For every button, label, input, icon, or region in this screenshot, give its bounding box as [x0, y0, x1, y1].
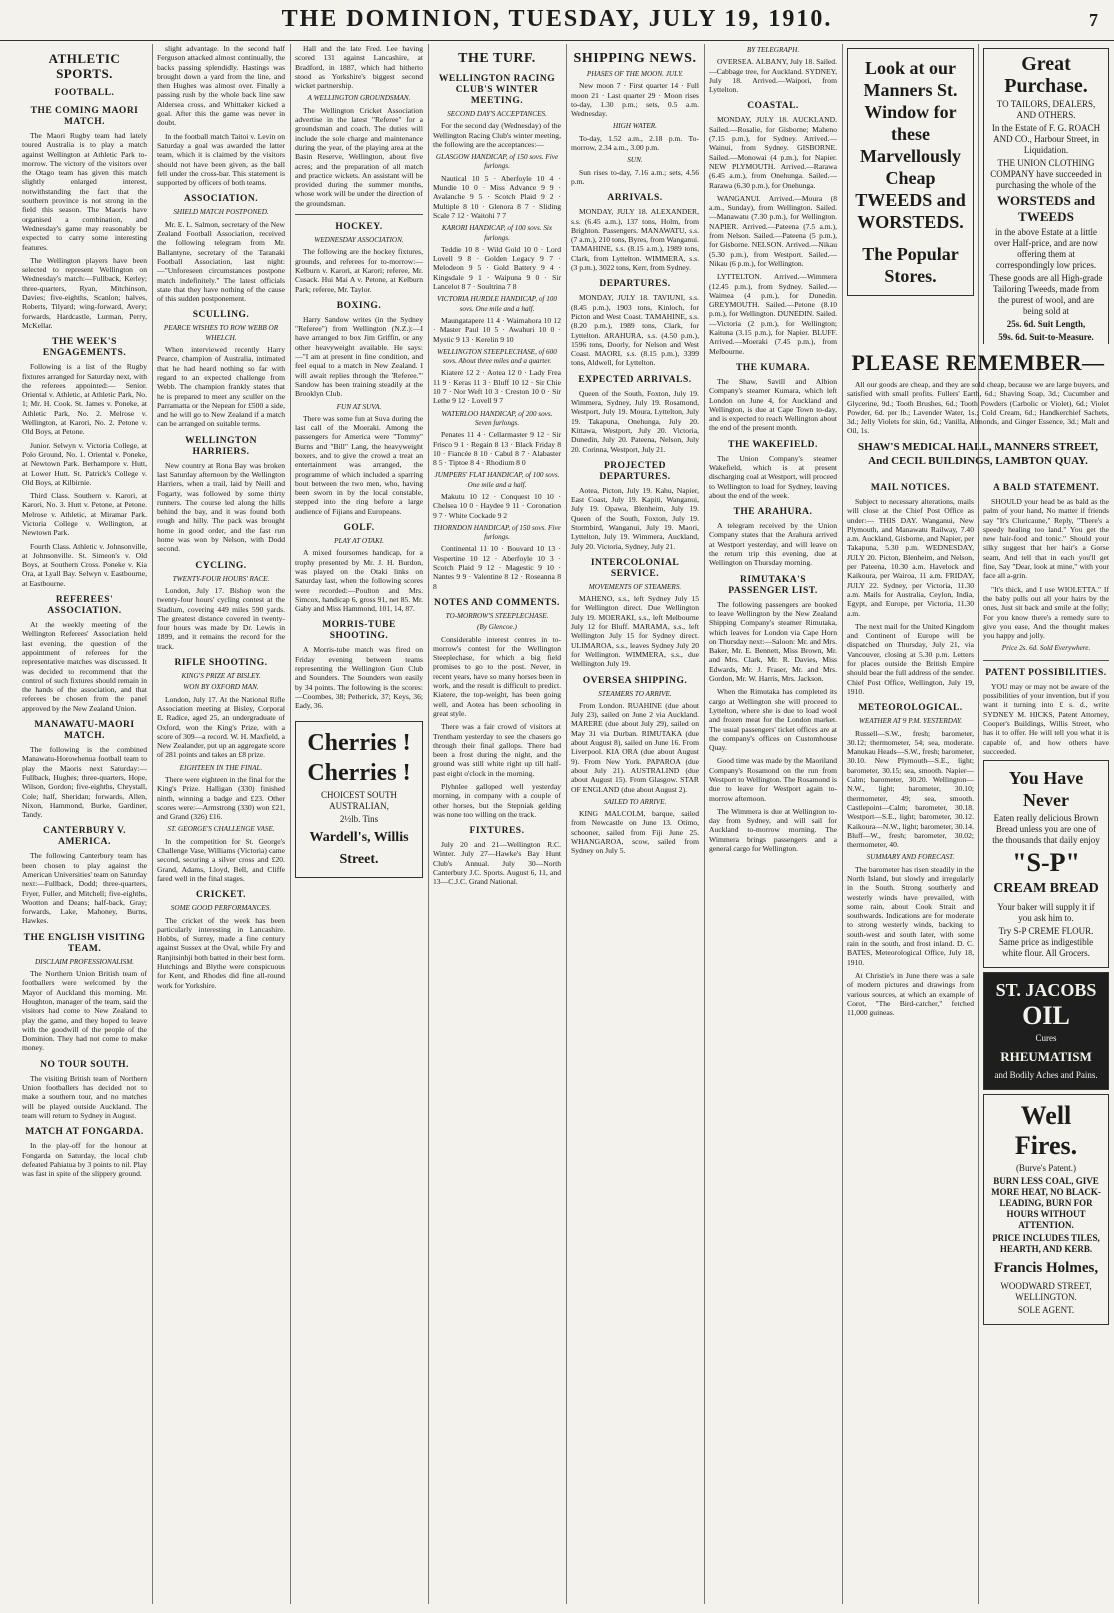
divider: [983, 660, 1109, 661]
article-text: slight advantage. In the second half Ferguson attacked almost continually, the backs passing splendidly. Hastings was brought down a yard from the line, and then Hughes was almost over. Finally a passing rush by the whole back line saw Aldersea cross, and Whittaker kicked a goal. After this the game was never in doubt.: [157, 44, 285, 128]
ad-company: SHAW'S MEDICAL HALL, MANNERS STREET,: [857, 440, 1098, 453]
subheading: PROJECTED DEPARTURES.: [599, 460, 671, 482]
article-text: MAHENO, s.s., left Sydney July 15 for Wellington direct. Due Wellington July 19. MOERAKI, s.s., left Melbourne July 12 for Bluff. MARAMA, s.s., left Wellington July 15 for Sydney direct. ULIMAROA, s.s., leaves Sydney July 20 for Wellington. WIMMERA, s.s., due Wellington July 19.: [571, 594, 699, 669]
article-text: Good time was made by the Maoriland Company's Rosamond on the run from Westport to Wellington. The Rosamond is due to leave for Westport again to-morrow afternoon.: [709, 756, 837, 803]
article-text: Plyhnlee galloped well yesterday morning, in company with a couple of other horses, but the Stepniak gelding was none too willing on the track.: [433, 782, 561, 819]
race-table: Penates 11 4 · Cellarmaster 9 12 · Sir Frisco 9 1 · Regain 8 13 · Black Friday 8 10 · Fiancée 8 10 · Cabul 8 7 · Alabaster 8 5 · Tiptoe 8 4 · Rhodium 8 0: [433, 430, 561, 468]
article-text: The Shaw, Savill and Albion Company's steamer Kumara, which left London on June 4, for Auckland and Wellington, is due at Cape Town to-day, and is expected to reach Wellington about the end of the present month.: [709, 376, 837, 433]
article-text: Sun rises to-day, 7.16 a.m.; sets, 4.56 p.m.: [571, 167, 699, 186]
subheading: GOLF.: [343, 523, 375, 534]
article-text: The Wellington players have been selected to represent Wellington on Wednesday's match:—Fullback, Kerley; three-quarters, Ryan, Mitchinson, Davies; five-eighths, Scanlon; halves, Roberts, Tilyard; wing-forward, Avery; forwards, Hardcastle, Lurman, Perry, McKellar.: [22, 255, 147, 330]
article-text: A Morris-tube match was fired on Friday evening between teams representing the Wellington Gun Club and Sounders. The Sounders won easily by 34 points. The following is the scores:—Coombes, 38; Petherick, 37; Keys, 36; Eady, 36.: [295, 645, 423, 711]
article-text: Russell—S.W., fresh; barometer, 30.12; thermometer, 54; sea, moderate. Manukau Heads—S.W., fresh; barometer, 30.10. New Plymouth—S.E., light; barometer, 30.15; sea, smooth. Napier—Calm; barometer, 30.20. Wellington—N.W., light; barometer, 30.10; thermometer, 49; sea, smooth. Castlepoint—Calm; barometer, 30.18. Westport—S.E., light; barometer, 30.12. Kaikoura—N.W., light; barometer, 30.14. Bluff—W., fresh; barometer, 30.02; thermometer, 40.: [847, 728, 974, 850]
race-heading: JUMPERS' FLAT HANDICAP, of 100 sovs. One mile and a half.: [434, 471, 560, 489]
ad-company: And CECIL BUILDINGS, LAMBTON QUAY.: [868, 454, 1088, 467]
subheading: THE WEEK'S ENGAGEMENTS.: [42, 337, 127, 359]
race-table: Maungatapere 11 4 · Waimahora 10 12 · Master Paul 10 5 · Awahuri 10 0 · Mystic 9 13 · Kerelin 9 10: [433, 315, 561, 344]
article-text: The following passengers are booked to leave Wellington by the New Zealand Shipping Company's steamer Rimutaka, which leaves for London via Cape Horn on Thursday next:—Saloon: Mr. and Mrs. Baker, Mr. E. Bennett, Miss Brown, Mr. and Mrs. Clark, Mr. R. Davies, Miss Edwards, Mr. J. Fraser, Mr. and Mrs. Gordon, Mr. W. Harris, Mrs. Jackson.: [709, 599, 837, 684]
article-text: There was some fun at Suva during the last call of the Moeraki. Among the passengers for America were "Tommy" Burns and "Bill" Lang, the heavyweight boxers, and to give the crowd a treat an entertainment was arranged, the programme of which included a sparring bout between the two men, who, having been sworn in by the local constable, stepped into the ring before a large audience of Fijians and Europeans.: [295, 413, 423, 516]
article-text: Junior. Selwyn v. Victoria College, at Polo Ground, No. 1. Oriental v. Poneke, at Newtown Park. Berhampore v. Hutt, at Lower Hutt. St. Patrick's College v. Old Boys, at Kilbirnie.: [22, 440, 147, 487]
ad-text: Try S-P CREME FLOUR. Same price as indigestible white flour. All Grocers.: [998, 926, 1094, 959]
subheading: REFEREES' ASSOCIATION.: [47, 595, 122, 617]
ad-price: 2½lb. Tins: [339, 813, 379, 824]
article-text: When the Rimutaka has completed its cargo at Wellington she will proceed to Lyttelton, where she is due to load wool and frozen meat for the London market. The usual passengers' ticket offices are at the company's offices on Customhouse Quay.: [709, 687, 837, 753]
article-text: Third Class. Southern v. Karori, at Karori, No. 3. Hutt v. Petone, at Petone. Melrose v. Athletic, at Miramar Park. Victoria College v. Wellington, at Newtown Park.: [22, 491, 147, 538]
subheading-minor: WEDNESDAY ASSOCIATION.: [314, 236, 404, 245]
article-text: In the competition for St. George's Challenge Vase, Williams (Victoria) came second, securing a silver cross and £20. Grand, Adams, Lloyd, Bell, and Cliffe fared well in the final stages.: [157, 836, 285, 883]
subheading: THE ENGLISH VISITING TEAM.: [23, 932, 146, 954]
article-text: Subject to necessary alterations, mails will close at the Chief Post Office as under:— THIS DAY. Wanganui, New Plymouth, and Manawatu Railway, 7.40 a.m. Auckland, Gisborne, and Napier, per Takapuna, 5.30 p.m. WEDNESDAY, JULY 20. Picton, Blenheim, and Nelson, per Pateena, 10.30 a.m. Havelock and Kaikoura, per Wairoa, 11 a.m. FRIDAY, JULY 22. Sydney, per Victoria, 11.30 a.m. Mails for Australia, Ceylon, India, Egypt, and Europe, per Victoria, 11.30 a.m.: [847, 497, 974, 618]
race-table: Teddie 10 8 · Wild Gold 10 0 · Lord Lovell 9 8 · Golden Legacy 9 7 · Melodeon 9 5 · Gold Battery 9 4 · Kingsdale 9 1 · Waipuna 9 0 · Sir Lancelot 8 7 · Soultrina 7 8: [433, 244, 561, 292]
ad-headline: PLEASE REMEMBER—: [851, 350, 1105, 375]
article-text: The barometer has risen steadily in the North Island, but slowly and irregularly in the South. Strong southerly and westerly winds have prevailed, with some rain, about Cook Strait and southwards. Indications are for moderate to strong westerly winds, backing to south-west and south later, with some rain in the south, and frost inland. D. C. BATES, Meteorological Office, July 18, 1910.: [847, 864, 974, 967]
subheading-minor: SUMMARY AND FORECAST.: [866, 853, 955, 862]
column-rule: [152, 44, 153, 1604]
ad-price: Price 2s. 6d. Sold Everywhere.: [1001, 644, 1091, 653]
article-text: MONDAY, JULY 18. AUCKLAND. Sailed.—Rosalie, for Gisborne; Maheno (7.15 p.m.), for Sydney. Arrived.—Wainui, from Sydney. GISBORNE. Sailed.—Monowai (4 p.m.), for Napier. NEW PLYMOUTH. Arrived.—Rarawa (6.45 a.m.), from Onehunga. Sailed.—Rarawa (6.30 p.m.), for Onehunga.: [709, 115, 837, 190]
subheading: METEOROLOGICAL.: [858, 703, 963, 714]
article-text: In the football match Taitoi v. Levin on Saturday a goal was awarded the latter team, which it is claimed by the visitors should not have been given, as the ball fell under the cross-bar. This statement is supported by officers of both teams.: [157, 131, 285, 188]
subheading-minor: SOME GOOD PERFORMANCES.: [170, 904, 272, 913]
ad-line: The Popular: [862, 244, 959, 264]
column-sports-2: [157, 44, 285, 1606]
page-number: 7: [1089, 10, 1098, 30]
ad-text: WOODWARD STREET, WELLINGTON.: [1000, 1281, 1092, 1303]
subheading-minor: WEATHER AT 9 P.M. YESTERDAY.: [858, 717, 963, 726]
article-text: The following are the hockey fixtures, grounds, and referees for to-morrow:—Kelburn v. Karori, at Karori; referee, Mr. Cusack. Hui Mai A v. Petone, at Kelburn Park; referee, Mr. Taylor.: [295, 247, 423, 294]
subheading: COASTAL.: [747, 101, 799, 112]
article-text: The Wimmera is due at Wellington to-day from Sydney, and will sail for Auckland to-morrow morning. The Wimmera brings passengers and a general cargo for Wellington.: [709, 806, 837, 854]
subheading-minor: DISCLAIM PROFESSIONALISM.: [34, 957, 134, 966]
subheading: ASSOCIATION.: [183, 194, 259, 205]
article-text: From London. RUAHINE (due about July 23), sailed on June 2 via Auckland. MARERE (due about July 29), sailed on May 31 via Durban. RIMUTAKA (due about August 8), sailed on June 16. From Liverpool. KIA ORA (due about August 9). From New York. PAPAROA (due about July 21). AUSTRALIND (due about August 15). From Glasgow. STAR OF ENGLAND (due about August 2).: [571, 700, 699, 794]
subheading: OVERSEA SHIPPING.: [582, 675, 688, 686]
article-text: London, July 17. Bishop won the twenty-four hours' cycling contest at the Stadium, covering 449 miles 590 yards. The greatest distance covered in twenty-four hours was made by Dr. Lewis in 1899, and it remains the record for the track.: [157, 585, 285, 651]
subheading-minor: STEAMERS TO ARRIVE.: [598, 689, 672, 698]
subheading: FOOTBALL.: [54, 88, 115, 98]
article-text: "It's thick, and I use WIOLETTA." If the baby pulls out all your hairs by the ones, Just sit back and smile at the folly; For you know there's a remedy sure to give you ease, And the thought makes you happy and jolly.: [983, 584, 1109, 641]
column-rule: [428, 44, 429, 1604]
article-text: The Wellington Cricket Association advertise in the latest "Referee" for a groundsman and coach. The duties will include the sole charge and maintenance during the year, of the playing area at the Basin Reserve, Wellington, about five acres; and the preparation of all match and practice wickets. An assistant will be provided during the summer months, whose work will be under the direction of the groundsman.: [295, 105, 423, 208]
column-mail-weather: [847, 476, 974, 1606]
newspaper-title: THE DOMINION, TUESDAY, JULY 19, 1910.: [281, 6, 833, 32]
article-text: There was a fair crowd of visitors at Trentham yesterday to see the chasers go through their final gallops. There had been a frost during the night, and the ground was still white right up till half-past eight o'clock in the morning.: [433, 722, 561, 778]
subheading: THE KUMARA.: [735, 362, 811, 373]
popular-stores-advert: [847, 48, 974, 296]
race-table: Nautical 10 5 · Aberfoyle 10 4 · Mundie 10 0 · Miss Advance 9 9 · Avalanche 9 5 · Scotch Plaid 9 2 · Multiple 8 10 · Glenora 8 7 · Sliding Scale 7 12 · Waitohi 7 7: [433, 173, 561, 220]
race-heading: KARORI HANDICAP, of 100 sovs. Six furlongs.: [441, 224, 553, 242]
article-text: MONDAY, JULY 18. ALEXANDER, s.s. (6.45 a.m.), 137 tons, Holm, from Brighton. Passengers. MANAWATU, s.s. (7 a.m.), 210 tons, Byres, from Wanganui. TAMAHINE, s.s. (8.15 a.m.), 1989 tons, Clark, from Lyttelton. WIMMERA, s.s. (3 p.m.), 3022 tons, Kerr, from Sydney.: [571, 207, 699, 273]
ad-text: TO TAILORS, DEALERS, AND OTHERS.: [996, 99, 1096, 120]
article-text: The following Canterbury team has been chosen to play against the American Universities' team on Saturday next:—Fullback, Dodd; three-quarters, Fryer, Fuller, and Mitchell; five-eighths, Wootton and Deans; half-back, Gray; forwards, Lake, Mahoney, Burns, Hawkes.: [22, 851, 147, 926]
subheading: MATCH AT FONGARDA.: [25, 1127, 144, 1138]
ad-line: Manners St.: [863, 80, 958, 100]
column-shipping: [571, 44, 699, 1606]
ad-line: Stores.: [884, 266, 937, 286]
subheading: THE COMING MAORI MATCH.: [30, 106, 139, 127]
subheading: MORRIS-TUBE SHOOTING.: [322, 620, 396, 642]
masthead: [0, 0, 1114, 41]
article-text: Following is a list of the Rugby fixtures arranged for Saturday next, with the referees appointed:— Senior. Oriental v. Athletic, at Athletic Park, No. 1; Mr. H. Cook. St. James v. Poneke, at Athletic Park, No. 2. Melrose v. Wellington, at Karori, No. 2. Petone v. Old Boys, at Petone.: [22, 362, 147, 437]
ad-text: SOLE AGENT.: [1017, 1305, 1075, 1316]
subheading-minor: BY TELEGRAPH.: [746, 46, 800, 54]
subheading-minor: SHIELD MATCH POSTPONED.: [173, 208, 269, 217]
article-text: The Northern Union British team of footballers were welcomed by the Mayor of Auckland this morning. Mr. Houghton, manager of the team, said the visitors had come to New Zealand to play the game, and they hoped to leave with the goodwill of the people of the Dominion. They had not come to make money.: [22, 969, 147, 1053]
subheading: ARRIVALS.: [607, 193, 663, 204]
article-text: WANGANUI. Arrived.—Moura (8 a.m., Sunday), from Wellington. Sailed.—Manawatu (7.30 p.m.), for Wellington. NAPIER. Arrived.—Pateena (7.5 a.m.), from Nelson. Sailed.—Pateena (5 p.m.), for Gisborne. NELSON. Arrived.—Nikau (5.30 p.m.), from Westport. Sailed.—Nikau (6 p.m.), for Wellington.: [709, 193, 837, 268]
section-heading: ATHLETIC SPORTS.: [48, 51, 121, 81]
article-text: There were eighteen in the final for the King's Prize. Halligan (330) finished ninth, winning a badge and £23. Other scores were:—Armstrong (330) won £21, and Grand (326) £16.: [157, 775, 285, 822]
ad-text: Your baker will supply it if you ask him to.: [997, 902, 1095, 924]
article-text: LYTTELTON. Arrived.—Wimmera (12.45 p.m.), from Sydney. Sailed.—Waimea (4 p.m.), for Dunedin. GREYMOUTH. Sailed.—Petone (8.10 p.m.), for Wellington. DUNEDIN. Sailed.—Victoria (2 p.m.), for Wellington; Kaituna (3.15 p.m.), for Napier. BLUFF. Arrived.—Moeraki (7.45 p.m.), from Melbourne.: [709, 272, 837, 356]
ad-line: Window for: [864, 102, 957, 122]
ad-text: These goods are all High-grade Tailoring Tweeds, made from the purest of wool, and are being sold at: [989, 273, 1103, 316]
subheading: FIXTURES.: [469, 826, 525, 837]
ad-brand: "S-P": [1012, 848, 1080, 878]
subheading: CYCLING.: [195, 560, 247, 571]
subheading-minor: TWENTY-FOUR HOURS' RACE.: [172, 574, 270, 583]
ad-text: in the above Estate at a little over Half-price, and are now offering them at correspondingly low prices.: [994, 227, 1098, 270]
ad-text: PRICE INCLUDES TILES, HEARTH, AND KERB.: [992, 1233, 1100, 1255]
great-purchase-advert: [983, 44, 1109, 344]
subheading-minor: SECOND DAY'S ACCEPTANCES.: [447, 110, 547, 118]
subheading-minor: EIGHTEEN IN THE FINAL.: [179, 763, 263, 772]
subheading-minor: SAILED TO ARRIVE.: [603, 797, 667, 806]
subheading: INTERCOLONIAL SERVICE.: [590, 557, 680, 579]
article-text: The cricket of the week has been particularly interesting in Lancashire. Hobbs, of Surrey, made a fine century against Sussex at the Oval, while Fry and Ranjitsinhji both batted in their best form. Hutchings and Blythe were conspicuous for Kent, and Rhodes did fine all-round work for Yorkshire.: [157, 915, 285, 990]
column-athletic-sports: [22, 44, 147, 1606]
ad-headline: Cherries !: [307, 759, 411, 786]
ad-text: In the Estate of F. G. ROACH AND CO., Harbour Street, in Liquidation.: [991, 123, 1101, 155]
sp-bread-advert: [983, 760, 1109, 968]
column-rule: [978, 44, 979, 1604]
subheading: WELLINGTON HARRIERS.: [185, 435, 257, 457]
ad-headline: Great Purchase.: [1004, 53, 1088, 97]
article-text: OVERSEA. ALBANY, July 18. Sailed.—Cabbage tree, for Auckland. SYDNEY, July 18. Arrived.—Waipori, from Lyttelton.: [709, 57, 837, 95]
race-heading: WATERLOO HANDICAP, of 200 sovs. Seven furlongs.: [441, 409, 553, 427]
article-text: July 20 and 21—Wellington R.C. Winter. July 27—Hawke's Bay Hunt Club's Annual. July 30—North Canterbury J.C. Sports. August 6, 11, and 13—C.J.C. Grand National.: [433, 840, 561, 887]
subheading: HOCKEY.: [335, 222, 383, 233]
ad-text: BURN LESS COAL, GIVE MORE HEAT, NO BLACK-LEADING, BURN FOR HOURS WITHOUT ATTENTION.: [991, 1176, 1101, 1231]
ad-text: (Burve's Patent.): [1015, 1163, 1077, 1174]
article-text: At Christie's in June there was a sale of modern pictures and drawings from various sources, at which an example of Corot, "The Bird-catcher," fetched 11,000 guineas.: [847, 970, 974, 1018]
subheading-minor: HIGH WATER.: [613, 122, 657, 131]
article-text: Mr. E. L. Salmon, secretary of the New Zealand Football Association, received the following telegram from Mr. Ballantyne, secretary of the Taranaki Football Association, last night:—"Unforeseen circumstances postpone match indefinitely." The latest officials state that they have nothing of the cause of this sudden postponement.: [157, 219, 285, 304]
subheading-minor: FUN AT SUVA.: [336, 402, 382, 411]
subheading-minor: ST. GEORGE'S CHALLENGE VASE.: [167, 825, 275, 834]
ad-price: 59s. 6d. Suit-to-Measure.: [998, 332, 1094, 342]
ad-text: THE UNION CLOTHING COMPANY have succeeded in purchasing the whole of the: [990, 158, 1102, 190]
ad-headline: Well Fires.: [1014, 1101, 1078, 1161]
article-text: For the second day (Wednesday) of the Wellington Racing Club's winter meeting, the following are the acceptances:—: [433, 121, 561, 149]
subheading: THE ARAHURA.: [733, 507, 813, 518]
subheading-minor: PHASES OF THE MOON. JULY.: [586, 70, 684, 78]
article-text: YOU may or may not be aware of the possibilities of your invention, but if you want it turning into £ s. d., write SYDNEY M. HICKS, Patent Attorney, Cooper's Buildings, Willis Street, who has it to offer. He will tell you what it is capable of, and how others have succeeded.: [983, 681, 1109, 756]
subheading: THE WAKEFIELD.: [728, 439, 818, 450]
ad-text: CHOICEST SOUTH AUSTRALIAN,: [320, 789, 398, 811]
please-remember-advert: [847, 350, 1109, 470]
subheading: MAIL NOTICES.: [870, 483, 951, 493]
article-text: MONDAY, JULY 18. TAVIUNI, s.s. (8.45 p.m.), 1903 tons, Kinloch, for Picton and West Coast. TAMAHINE, s.s. (8.20 p.m.), 1989 tons, Clark, for Lyttelton. ARAHURA, s.s. (4.50 p.m.), 1596 tons, Doorly, for Nelson and West Coast. MAORI, s.s. (8.15 p.m.), 3399 tons, Aldwell, for Lyttelton.: [571, 293, 699, 368]
subheading-minor: MOVEMENTS OF STEAMERS.: [588, 582, 682, 591]
subheading: DEPARTURES.: [599, 279, 671, 290]
column-turf: [433, 44, 561, 1606]
column-rule: [842, 44, 843, 1604]
ad-text: All our goods are cheap, and they are sold cheap, because we are large buyers, and satisfied with small profits. Fullers' Earth, 6d.; Shaving Soap, 3d.; Cucumber and Glycerine, 9d.; Tooth Brushes, 6d.; Tooth Powders (Carbolic or Violet), 6d.; Violet Powder, 6d. per lb.; Lavender Water, 1s.; Cold Cream, 6d.; Handkerchief Sachets, 3d.; Jelly Violets for skin, 6d.; Vanilla, Almonds, and Ginger Essence, 3d.; Malt and Oil, 1s.: [847, 380, 1109, 436]
ad-line: WORSTEDS.: [857, 212, 964, 232]
article-text: Aotea, Picton, July 19. Kahu, Napier, East Coast, July 19. Kapiti, Wanganui, July 19. Opawa, Blenheim, July 19. Queen of the South, Foxton, July 19. Stormbird, Wanganui, July 19. Maori, Lyttelton, July 19. Wimmera, Auckland, July 20. Victoria, Sydney, July 21.: [571, 485, 699, 551]
ad-product: RHEUMATISM: [1000, 1049, 1092, 1065]
well-fires-advert: [983, 1094, 1109, 1325]
column-rule: [290, 44, 291, 1604]
article-text: To-day, 1.52 a.m., 2.18 p.m. To-morrow, 2.34 a.m., 3.00 p.m.: [571, 133, 699, 153]
subheading: WELLINGTON RACING CLUB'S WINTER MEETING.: [438, 74, 556, 106]
subheading-minor: A WELLINGTON GROUNDSMAN.: [307, 94, 411, 103]
subheading-minor: KING'S PRIZE AT BISLEY.: [181, 672, 261, 681]
subheading: NO TOUR SOUTH.: [40, 1059, 129, 1070]
race-table: Continental 11 10 · Bouvard 10 13 · Vespertine 10 12 · Aberfoyle 10 3 · Scotch Plaid 9 12 · Magestic 9 10 · Nantes 9 9 · Valentine 8 12 · Roseanna 8 8: [433, 544, 561, 591]
article-text: A telegram received by the Union Company states that the Arahura arrived at Westport yesterday, and will leave on the return trip this evening, due at Wellington on Thursday morning.: [709, 521, 837, 568]
ad-product: WORSTEDS and TWEEDS: [997, 193, 1095, 224]
union-clothing-advert: [983, 48, 1109, 344]
subheading-minor: TO-MORROW'S STEEPLECHASE.: [445, 611, 549, 620]
race-heading: GLASGOW HANDICAP, of 150 sovs. Five furlongs.: [435, 153, 559, 171]
ad-price: 25s. 6d. Suit Length,: [1006, 319, 1086, 329]
divider: [295, 214, 423, 215]
subheading: PATENT POSSIBILITIES.: [985, 667, 1107, 678]
article-text: Hall and the late Fred. Lee having scored 131 against Lancashire, at Bradford, in 1887, which had hitherto stood as Yorkshire's biggest second wicket partnership.: [295, 44, 423, 91]
ad-brand: OIL: [1022, 1001, 1070, 1031]
subheading: SCULLING.: [192, 310, 250, 321]
ad-line: these: [891, 124, 930, 144]
subheading: EXPECTED ARRIVALS.: [578, 374, 692, 385]
article-text: The visiting British team of Northern Union footballers has decided not to make a southern tour, and no matches will be played outside Auckland. The team will return to Sydney in August.: [22, 1073, 147, 1120]
section-heading: SHIPPING NEWS.: [573, 51, 697, 66]
ad-product: CREAM BREAD: [993, 881, 1099, 897]
ad-line: TWEEDS and: [855, 190, 966, 210]
ad-line: Marvellously: [860, 146, 961, 166]
ad-company: Wardell's, Willis Street.: [309, 829, 409, 867]
ad-line: Cheap: [885, 168, 936, 188]
article-text: Harry Sandow writes (in the Sydney "Referee") from Wellington (N.Z.):—I have arranged to box Jim Griffin, or any other heavyweight available. He says:—"I am at present in fine condition, and feel equal to a match in New Zealand. I will await replies through the 'Referee.'" Sandow has been training steadily at the Brooklyn Club.: [295, 314, 423, 399]
subheading-minor: WON BY OXFORD MAN.: [183, 683, 259, 692]
article-text: The Maori Rugby team had lately toured Australia is to play a match against Wellington at Athletic Park to-morrow. The victory of the visitors over the Otago team has given this match slightly enlarged interest, notwithstanding the fact that the southern province is not strong in the field this season. The Maoris have organised a combination, and Wednesday's game may reasonably be expected to carry some interesting features.: [22, 131, 147, 252]
subheading: RIMUTAKA'S PASSENGER LIST.: [728, 574, 818, 596]
article-text: When interviewed recently Harry Pearce, champion of Australia, intimated that he had heard nothing so far with regard to an expected challenge from Webb. The champion frankly states that he is prepared to meet any sculler on the Parramatta or the Nepean for £500 a side, and he will go to New Zealand if a match can be arranged on suitable terms.: [157, 345, 285, 429]
column-telegraph: [709, 44, 837, 1606]
subheading: CRICKET.: [195, 890, 246, 901]
article-text: The next mail for the United Kingdom and Continent of Europe will be dispatched on Thursday, July 21, via Vancouver, closing at 5.30 p.m. Letters for places outside the British Empire should bear the full address of the sender. Chief Post Office, Wellington, July 19, 1910.: [847, 621, 974, 696]
article-text: SHOULD your head be as bald as the palm of your hand, No matter if friends say "It's Cluricaune," Reply, "There's a speedy healing too land." You get the new hair-food and tonic." Should your silky suggest that her hair's a Gorse seam, And tell that in each you'll get fine, Say "Dear, look at mine," with your face all a-grin.: [983, 497, 1109, 581]
race-heading: VICTORIA HURDLE HANDICAP, of 100 sovs. One mile and a half.: [437, 295, 557, 313]
article-text: London, July 17. At the National Rifle Association meeting at Bisley, Corporal E. Radice, aged 25, an undergraduate of Oxford, won the King's Prize, with a score of 309—a record. W. H. Maxfield, a New Zealander, put up an aggregate score of 281 points and takes an £8 prize.: [157, 694, 285, 760]
ad-brand: ST. JACOBS: [995, 980, 1097, 1001]
article-text: New country at Rona Bay was broken last Saturday afternoon by the Wellington Harriers, when a trail, laid by Neill and Fogarty, was followed by some thirty runners. The course led along the hills behind the bay, and it was found both rough and hilly. The pack was brought home in good order, and the fast run home was won by Nelson, with Dodd second.: [157, 460, 285, 554]
section-heading: THE TURF.: [458, 51, 536, 66]
st-jacobs-oil-advert: [983, 972, 1109, 1090]
ad-headline: You Have Never: [1008, 768, 1084, 811]
ad-text: Eaten really delicious Brown Bread unless you are one of the thousands that daily enjoy: [992, 813, 1100, 846]
cherries-advert: [295, 721, 423, 878]
article-text: Fourth Class. Athletic v. Johnsonville, at Johnsonville. St. Simeon's v. Old Boys, at Southern Cross. Poneke v. Kia Ora, at Lyall Bay. Selwyn v. Eastbourne, at Eastbourne.: [22, 541, 147, 588]
article-text: In the play-off for the honour at Fongarda on Saturday, the local club defeated Pahiatua by 3 points to nil. Play was fast in spite of the slippery ground.: [22, 1141, 147, 1179]
ad-line: Look at our: [864, 58, 956, 78]
article-text: New moon 7 · First quarter 14 · Full moon 21 · Last quarter 29 · Moon rises to-day, 1.30 p.m.; sets, 0.5 a.m. Wednesday.: [571, 81, 699, 119]
ad-text: Cures: [1035, 1033, 1057, 1044]
column-ads: [983, 476, 1109, 1606]
subheading: CANTERBURY V. AMERICA.: [42, 826, 127, 848]
race-heading: THORNDON HANDICAP, of 150 sovs. Five furlongs.: [433, 523, 561, 542]
article-text: KING MALCOLM, barque, sailed from Newcastle on June 13. Otimo, schooner, sailed from Fiji June 25. WHANGAROA, scow, sailed from Sydney on July 5.: [571, 809, 699, 856]
article-text: Queen of the South, Foxton, July 19. Wimmera, Sydney, July 19. Rosamond, Westport, July 19. Moura, Lyttelton, July 19. Takapuna, Onehunga, July 20. Kittawa, Westport, July 20. Victoria, Dunedin, July 20. Pateena, Nelson, July 20. Corinna, Westport, July 21.: [571, 388, 699, 454]
article-text: At the weekly meeting of the Wellington Referees' Association held last evening, the question of the appointment of referees for the representative matches was discussed. It was decided to recommend that the control of such fixtures should remain in the hands of the association, and that referees be chosen from the panel approved by the New Zealand Union.: [22, 620, 147, 713]
article-text: A mixed foursomes handicap, for a trophy presented by Mr. J. H. Burdon, was played on the Otaki links on Saturday last, when the following scores were recorded:—Poulton and Mrs. Simcox, handicap 6, gross 91, net 85. Mr. Gaby and Miss Hammond, 101, 14, 87.: [295, 548, 423, 614]
ad-company: Francis Holmes,: [993, 1260, 1099, 1277]
article-text: The following is the combined Manawatu-Horowhenua football team to play the Maoris next Saturday:—Fullback, Hughes; three-quarters, Hope, Wilson, Gordon; five-eighths, Chrystall, Cole; half, Sheridan; forwards, Allen, Nixon, Hammond, Burke, Gardiner, Tandy.: [22, 745, 147, 820]
ad-text: and Bodily Aches and Pains.: [994, 1070, 1098, 1081]
race-table: Kiatere 12 2 · Aotea 12 0 · Lady Frea 11 9 · Keras 11 3 · Bluff 10 12 · Sir Chie 10 7 · Nor Weft 10 3 · Creston 10 0 · Sir Lethe 9 12 · Lovell 9 7: [433, 368, 561, 406]
article-text: Considerable interest centres in to-morrow's contest for the Wellington Steeplechase, for which a big field promises to go to the post. Never, in recent years, have so many horses been in work, and the result is difficult to predict. Kiatere, the top-weight, has been going well, and Aotea has been schooling in great style.: [433, 634, 561, 718]
subheading-minor: SUN.: [627, 156, 643, 165]
subheading: BOXING.: [336, 300, 382, 311]
subheading: NOTES AND COMMENTS.: [434, 597, 560, 608]
column-rule: [566, 44, 567, 1604]
race-table: Makutu 10 12 · Conquest 10 10 · Chelsea 10 0 · Haydee 9 11 · Coronation 9 7 · White Cockade 9 2: [433, 491, 561, 520]
subheading: A BALD STATEMENT.: [993, 483, 1099, 493]
byline: (By Glencoe.): [477, 623, 517, 632]
column-sports-3: [295, 44, 423, 1606]
ad-headline: Cherries !: [307, 729, 411, 756]
subheading: RIFLE SHOOTING.: [174, 658, 268, 669]
race-heading: WELLINGTON STEEPLECHASE, of 600 sovs. About three miles and a quarter.: [437, 347, 557, 366]
subheading: MANAWATU-MAORI MATCH.: [34, 720, 135, 742]
article-text: The Union Company's steamer Wakefield, which is at present discharging coal at Westport, will proceed to Wellington to load for Sydney, leaving about the end of the week.: [709, 453, 837, 500]
subheading-minor: PLAY AT OTAKI.: [334, 537, 384, 546]
subheading-minor: PEARCE WISHES TO ROW WEBB OR WHELCH.: [163, 324, 279, 342]
column-rule: [704, 44, 705, 1604]
